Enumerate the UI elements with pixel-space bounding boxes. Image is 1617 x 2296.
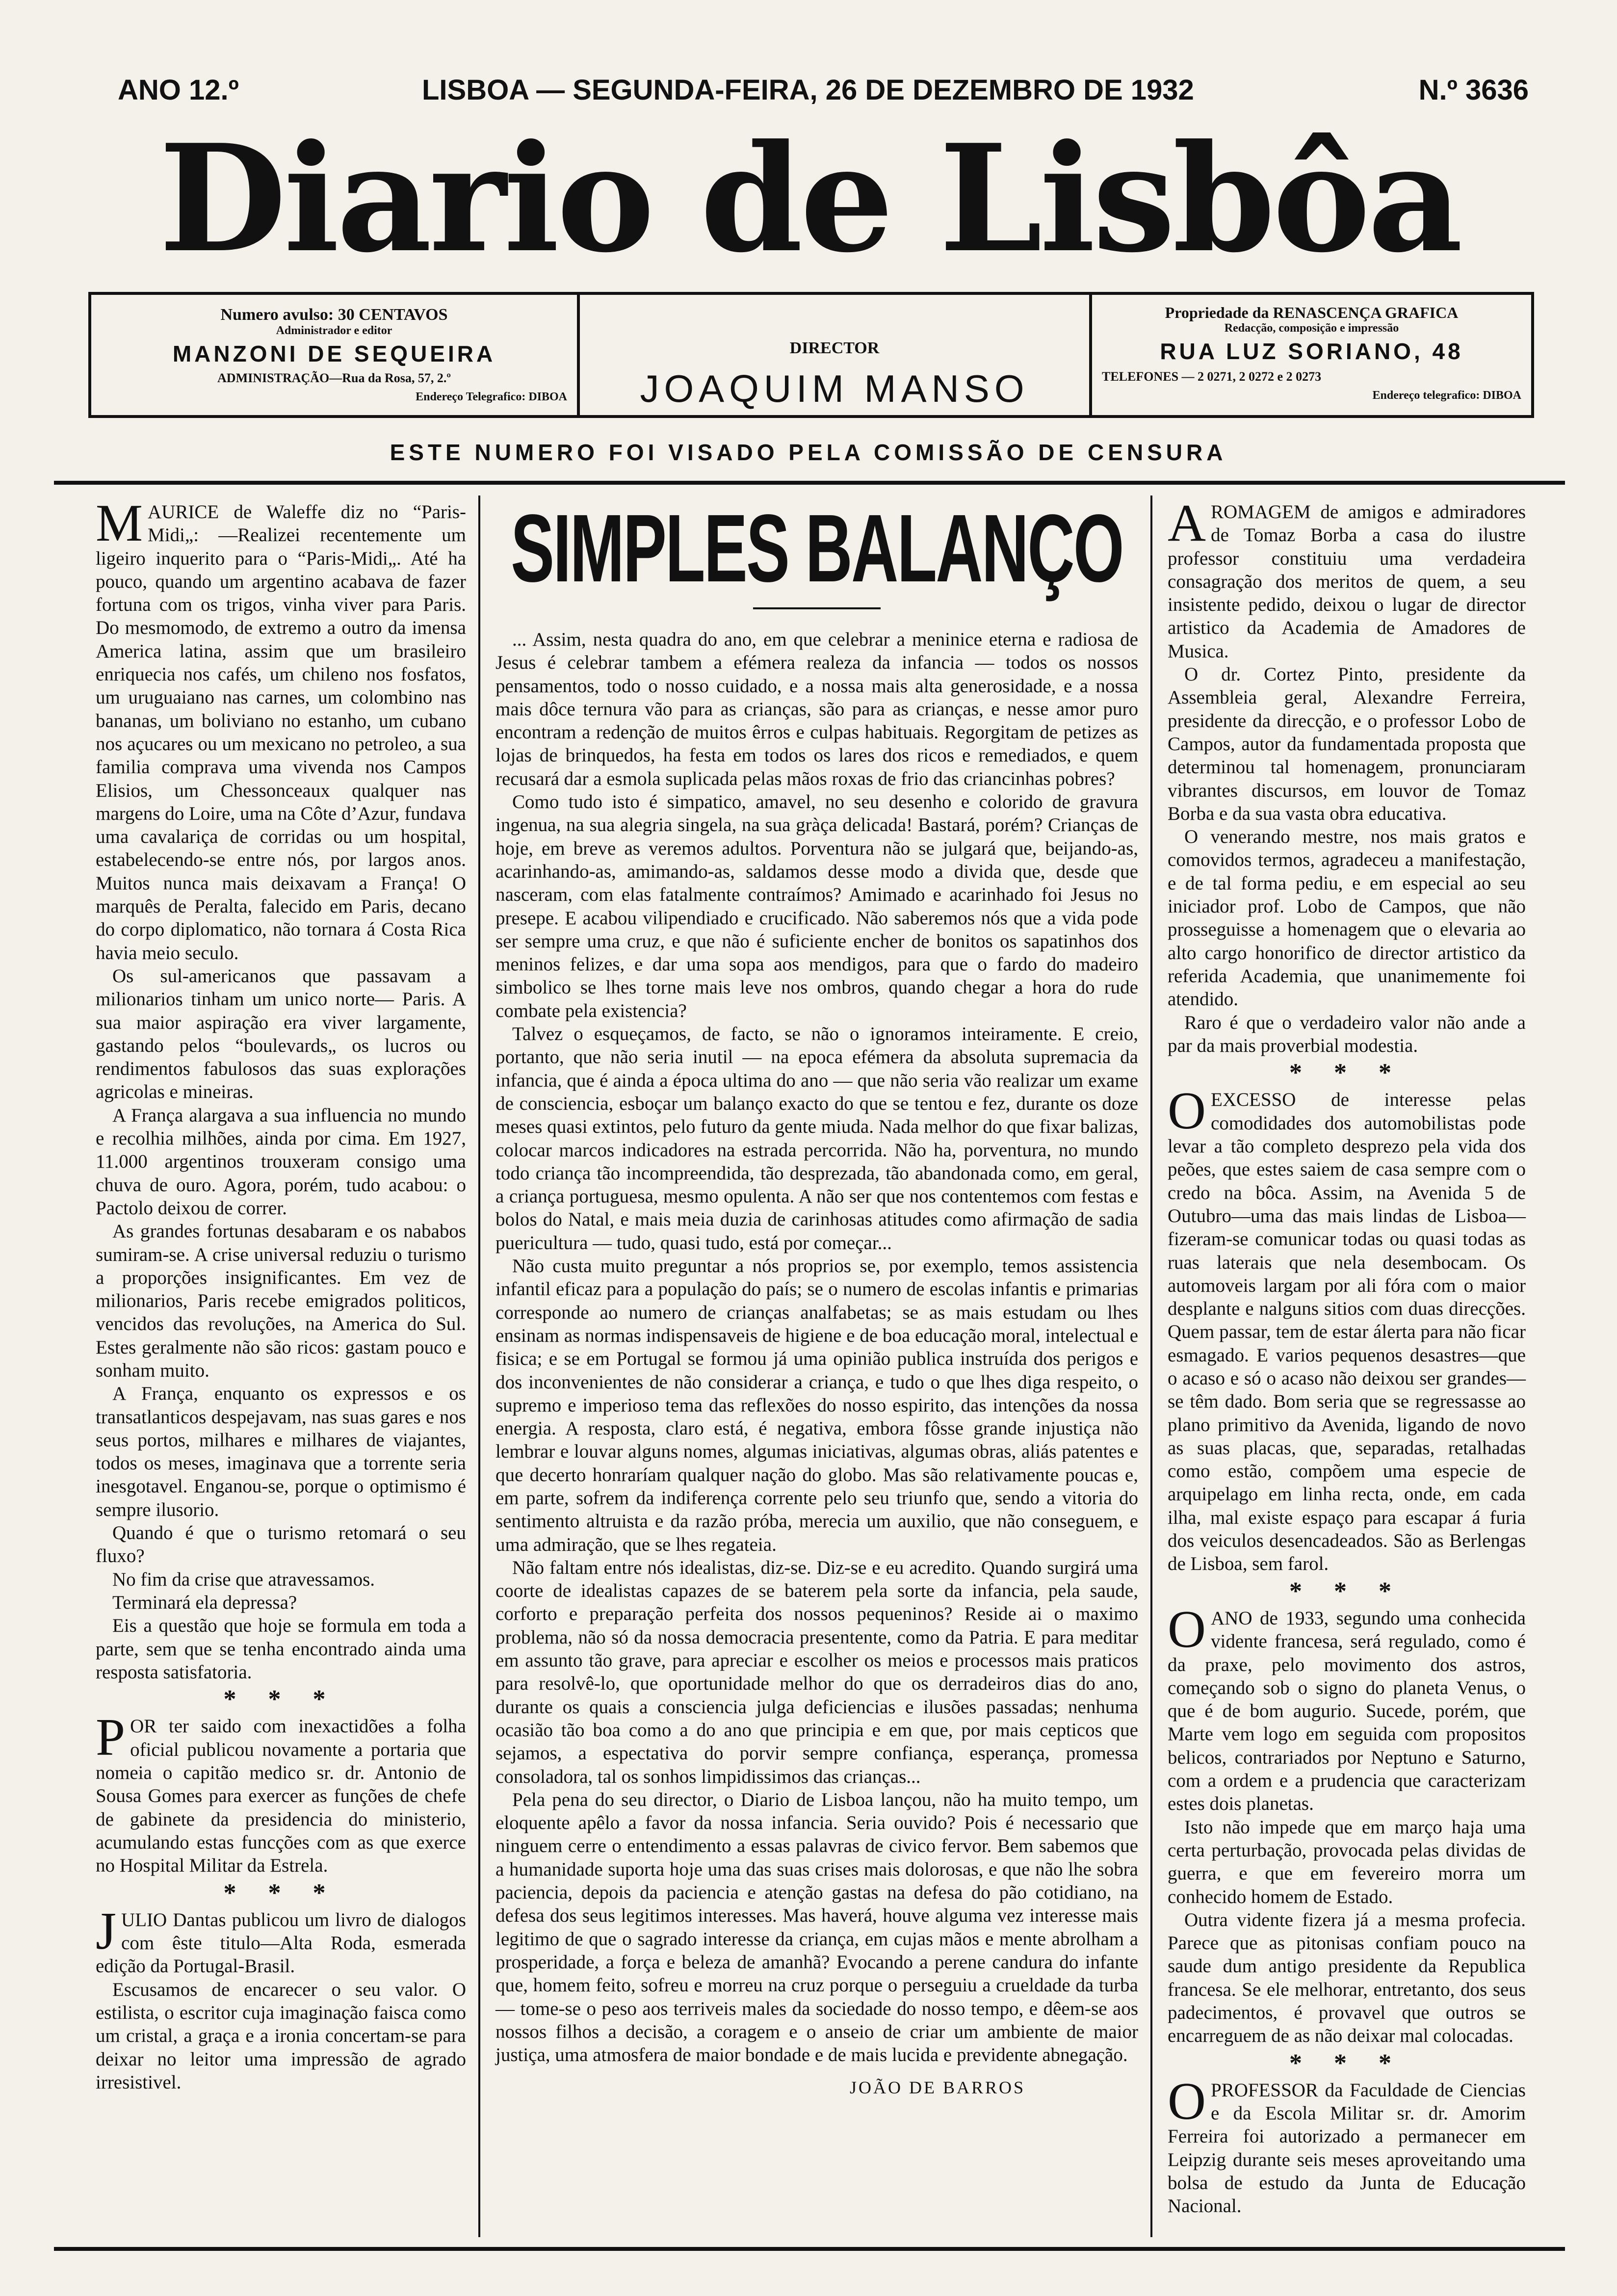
censor-notice: ESTE NUMERO FOI VISADO PELA COMISSÃO DE CENSURA xyxy=(390,440,1227,465)
paragraph: Raro é que o verdadeiro valor não ande a par da mais proverbial modestia. xyxy=(1168,1012,1526,1056)
center-column xyxy=(496,495,1138,2100)
paragraph xyxy=(96,1902,466,1978)
paragraph: O dr. Cortez Pinto, presidente da Assembleia geral, Alexandre Ferreira, presidente da direcção, e o professor Lobo de Campos, autor da fundamentada proposta que determinou tal homenagem, pronunciaram vibrantes discursos, em louvor de Tomaz Borba e da sua vasta obra educativa. xyxy=(1168,664,1526,824)
paragraph: Quando é que o turismo retomará o seu fluxo? xyxy=(96,1522,466,1567)
dropcap: P xyxy=(96,1708,126,1767)
admin-name: MANZONI DE SEQUEIRA xyxy=(172,341,496,366)
paragraph: Talvez o esqueçamos, de facto, se não o ignoramos inteiramente. E creio, portanto, que não seria inutil — na epoca efémera da absoluta supremacia da infancia, que é ainda a época ultima do ano — que não seria vão realizar um exame de consciencia, esboçar um balanço exacto do que se tentou e fez, durante os doze meses quasi extintos, pelo futuro da gente miuda. Nada melhor do que fixar balizas, colocar marcos indicadores na estrada percorrida. Não ha, porventura, no mundo todo criança tão incompreendida, tão desprezada, tão abandonada como, em geral, a criança portuguesa, mesmo opulenta. A não ser que nos contentemos com festas e bolos do Natal, e mais meia duzia de carinhosas atitudes como afirmação de sadia puericultura — tudo, quasi tudo, está por começar... xyxy=(496,1023,1138,1253)
paragraph xyxy=(1168,2072,1526,2218)
section-stars: * * * xyxy=(223,1685,339,1714)
paragraph-text: AURICE de Waleffe diz no “Paris-Midi„: —Realizei recentemente um ligeiro inquerito para o “Paris-Midi„. Até ha pouco, quando um argentino acabava de fazer fortuna com os trigos, vinha viver para Paris. Do mesmomodo, de extremo a outro da imensa America latina, assim que um brasileiro enriquecia nos cafés, um chileno nos fosfatos, um uruguaiano nas carnes, um colombino nas bananas, um boliviano no estanho, um cubano nos açucares ou um mexicano no petroleo, a sua familia comprava uma vivenda nos Campos Elisios, um Chessonceaux qualquer nas margens do Loire, uma na Côte d’Azur, fundava uma cavalariça de corridas ou um hospital, estabelecendo-se entre nós, por largos anos. Muitos nunca mais deixavam a França! O marquês de Peralta, falecido em Paris, decano do corpo diplomatico, não tornara á Costa Rica havia meio seculo. xyxy=(96,501,466,964)
headline: SIMPLES BALANÇO xyxy=(511,495,1123,602)
paragraph-text: ROMAGEM de amigos e admiradores de Tomaz Borba a casa do ilustre professor constituiu uma verdadeira consagração dos meritos de quem, a seu insistente pedido, deixou o lugar de director artistico da Academia de Amadores de Musica. xyxy=(1168,501,1526,662)
dropcap: A xyxy=(1168,494,1206,552)
paragraph: Terminará ela depressa? xyxy=(112,1592,297,1613)
masthead-title: Diario de Lisbôa xyxy=(158,112,1461,285)
price: Numero avulso: 30 CENTAVOS xyxy=(220,306,448,324)
paragraph-text: EXCESSO de interesse pelas comodidades dos automobilistas pode levar a tão completo desprezo pela vida dos peões, que estes saiem de casa sempre com o credo na bôca. Assim, na Avenida 5 de Outubro—uma das mais lindas de Lisboa—fizeram-se comunicar todas ou quasi todas as ruas laterais que nela desembocam. Os automoveis largam por ali fóra com o maior desplante e nalguns sitios com duas direcções. Quem passar, tem de estar álerta para não ficar esmagado. E varios pequenos desastres—que o acaso e só o acaso não deixou ser grandes—se têm dado. Bom seria que se regressasse ao plano primitivo da Avenida, ligando de novo as suas placas, que, separadas, retalhadas como estão, compõem uma especie de arquipelago em linha recta, onde, em cada ilha, mal existe espaço para escapar á furia dos veiculos desencadeados. São as Berlengas de Lisboa, sem farol. xyxy=(1168,1089,1526,1575)
band-right xyxy=(1092,295,1531,415)
headline-rule xyxy=(753,607,881,609)
band-left xyxy=(91,295,577,415)
paragraph xyxy=(96,1708,466,1877)
owner: Propriedade da RENASCENÇA GRAFICA xyxy=(1165,304,1459,321)
bottom-rule xyxy=(54,2247,1565,2251)
phones: TELEFONES — 2 0271, 2 0272 e 2 0273 xyxy=(1102,369,1322,384)
dropcap: O xyxy=(1168,2072,1206,2131)
year-number: ANO 12.º xyxy=(118,74,239,106)
dropcap: M xyxy=(96,494,143,552)
paragraph: A França alargava a sua influencia no mundo e recolhia milhões, ainda por cima. Em 1927, 11.000 argentinos trouxeram consigo uma chuva de ouro. Agora, porém, tudo acabou: o Pactolo deixou de correr. xyxy=(96,1104,466,1219)
paragraph: Eis a questão que hoje se formula em toda a parte, sem que se tenha encontrado ainda uma resposta satisfatoria. xyxy=(96,1615,466,1683)
paragraph: Outra vidente fizera já a mesma profecia. Parece que as pitonisas confiam pouco na saude dum antigo presidente da Republica francesa. Se ele melhorar, entretanto, dos seus padecimentos, é provavel que outros se encarreguem de as não deixar mal colocadas. xyxy=(1168,1909,1526,2047)
paragraph: No fim da crise que atravessamos. xyxy=(112,1568,375,1590)
paragraph-text: PROFESSOR da Faculdade de Ciencias e da Escola Militar sr. dr. Amorim Ferreira foi autorizado a permanecer em Leipzig durante seis meses aproveitando uma bolsa de estudo da Junta de Educação Nacional. xyxy=(1168,2079,1526,2217)
band-director xyxy=(577,295,1092,415)
section-stars: * * * xyxy=(223,1879,339,1907)
issue-number: N.º 3636 xyxy=(1418,74,1529,106)
section-stars: * * * xyxy=(1289,1577,1404,1605)
right-column xyxy=(1168,494,1526,2218)
paragraph: Pela pena do seu director, o Diario de Lisboa lançou, não ha muito tempo, um eloquente apêlo a favor da nossa infancia. Seria ouvido? Pois é necessario que ninguem cerre o entendimento a essas palavras de civico fervor. Bem sabemos que a humanidade suporta hoje uma das suas crises mais dolorosas, e que não lhe sobra paciencia, depois da paciencia e atenção gastas na defesa do pão cotidiano, na defesa dos seus legitimos interesses. Mas haverá, houve alguma vez interesse mais legitimo de que o sagrado interesse da criança, em cujas mãos e mente abrolham a prosperidade, a força e beleza de amanhã? Evocando a perene candura do infante que, homem feito, sofreu e morreu na cruz porque o perseguiu a crueldade da turba — tome-se o peso aos terriveis males da sociedade do nosso tempo, e dêem-se aos nossos filhos a decisão, a coragem e o anseio de criar um ambiente de maior justiça, uma atmosfera de maior bondade e de mais lucida e previdente abnegação. xyxy=(496,1789,1138,2066)
director-label: DIRECTOR xyxy=(789,339,880,357)
services: Redacção, composição e impressão xyxy=(1224,322,1399,335)
paragraph xyxy=(96,494,466,965)
street: RUA LUZ SORIANO, 48 xyxy=(1160,339,1463,364)
director-name: JOAQUIM MANSO xyxy=(640,367,1029,410)
paragraph-text: ULIO Dantas publicou um livro de dialogos com êste titulo—Alta Roda, esmerada edição da Portugal-Brasil. xyxy=(96,1909,466,1977)
divider-rule xyxy=(54,481,1565,485)
info-band xyxy=(88,292,1534,418)
paragraph: Escusamos de encarecer o seu valor. O estilista, o escritor cuja imaginação faisca como um cristal, a graça e a ironia concertam-se para deixar no leitor uma impressão de agrado irresistivel. xyxy=(96,1979,466,2093)
column-divider xyxy=(478,496,480,2237)
paragraph: Não faltam entre nós idealistas, diz-se. Diz-se e eu acredito. Quando surgirá uma coorte de idealistas capazes de se baterem pela sorte da infancia, pela saude, corforto e preparação perfeita dos nossos pequeninos? Reside ai o maximo problema, não só da nossa democracia presentente, como da Patria. E para meditar em assunto tão grave, para apreciar e escolher os meios e processos mais praticos para resolvê-lo, que oportunidade melhor do que os derradeiros dias do ano, durante os quais a consciencia julga deficiencias e ilusões passadas; nenhuma ocasião tão boa como a do ano que principia e em que, por mais cepticos que sejamos, a espectativa do porvir sempre confiança, esperança, promessa consoladora, tal os sonhos limpidissimos das crianças... xyxy=(496,1557,1138,1787)
admin-telegraph: Endereço Telegrafico: DIBOA xyxy=(416,391,567,403)
section-stars: * * * xyxy=(1289,1059,1404,1087)
dropcap: O xyxy=(1168,1600,1206,1659)
paragraph-text: ANO de 1933, segundo uma conhecida vidente francesa, será regulado, como é da praxe, pelo movimento dos astros, começando sob o signo do planeta Venus, o que é de bom augurio. Sucede, porém, que Marte vem logo em seguida com propositos belicos, contrariados por Neptuno e Saturno, com a ordem e a prudencia que caracterizam estes dois planetas. xyxy=(1168,1607,1526,1815)
signature: JOÃO DE BARROS xyxy=(849,2078,1025,2098)
paragraph: A França, enquanto os expressos e os transatlanticos despejavam, nas suas gares e nos seus portos, milhares e milhares de viajantes, todos os meses, imaginava que a torrente seria inesgotavel. Enganou-se, porque o optimismo é sempre ilusorio. xyxy=(96,1383,466,1520)
paragraph xyxy=(1168,1082,1526,1575)
dropcap: J xyxy=(96,1902,117,1960)
paragraph: Isto não impede que em março haja uma certa perturbação, provocada pelas dividas de guerra, e que em fevereiro morra um conhecido homem de Estado. xyxy=(1168,1816,1526,1907)
left-column xyxy=(96,494,466,2094)
paragraph: ... Assim, nesta quadra do ano, em que celebrar a meninice eterna e radiosa de Jesus é celebrar tambem a efémera realeza da infancia — todos os nossos pensamentos, todo o nosso cuidado, e a nossa mais alta generosidade, e a nossa mais dôce ternura vão para as crianças, são para as crianças, e nesse amor puro encontram a redenção de muitos êrros e culpas habituais. Regorgitam de petizes as lojas de brinquedos, ha festa em todos os lares dos ricos e remediados, e quem recusará dar a esmola suplicada pelas mãos roxas de frio das criancinhas pobres? xyxy=(496,629,1138,789)
paragraph: As grandes fortunas desabaram e os nababos sumiram-se. A crise universal reduziu o turismo a proporções insignificantes. Em vez de milionarios, Paris recebe emigrados politicos, vencidos das revoluções, na America do Sul. Estes geralmente não são ricos: gastam pouco e sonham muito. xyxy=(96,1221,466,1381)
paragraph xyxy=(1168,494,1526,663)
paragraph-text: OR ter saido com inexactidões a folha oficial publicou novamente a portaria que nomeia o capitão medico sr. dr. Antonio de Sousa Gomes para exercer as funções de chefe de gabinete da presidencia do ministerio, acumulando estas funcções com as que exerce no Hospital Militar da Estrela. xyxy=(96,1716,466,1877)
right-telegraph: Endereço telegrafico: DIBOA xyxy=(1372,389,1521,402)
paragraph: Como tudo isto é simpatico, amavel, no seu desenho e colorido de gravura ingenua, na sua alegria singela, na sua gràça delicada! Bastará, porém? Crianças de hoje, em breve as veremos adultos. Porventura não se julgará que, beijando-as, acarinhando-as, amimando-as, saldamos desse modo a divida que, desde que nasceram, com elas fatalmente contraímos? Amimado e acarinhado foi Jesus no presepe. E acabou vilipendiado e crucificado. Não saberemos nós que a vida pode ser sempre uma cruz, e que não é suficiente encher de bonitos os sapatinhos dos meninos felizes, e dar uma sopa aos mendigos, para que o fardo do madeiro simbolico se lhes torne mais leve nos ombros, quando chegar a hora do rude combate pela existencia? xyxy=(496,791,1138,1021)
paragraph: O venerando mestre, nos mais gratos e comovidos termos, agradeceu a manifestação, e de tal forma pediu, e em especial ao seu iniciador prof. Lobo de Campos, que não prosseguisse a homenagem que o elevaria ao alto cargo honorifico de director artistico da referida Academia, que unanimemente foi atendido. xyxy=(1168,826,1526,1010)
admin-label: Administrador e editor xyxy=(276,324,392,337)
dateline: LISBOA — SEGUNDA-FEIRA, 26 DE DEZEMBRO DE 1932 xyxy=(422,74,1194,106)
section-stars: * * * xyxy=(1289,2049,1404,2077)
paragraph: Os sul-americanos que passavam a milionarios tinham um unico norte— Paris. A sua maior aspiração era viver largamente, gastando pelos “boulevards„ os lucros ou rendimentos fabulosos das suas explorações agricolas e mineiras. xyxy=(96,965,466,1103)
paragraph xyxy=(1168,1600,1526,1816)
dropcap: O xyxy=(1168,1082,1206,1141)
admin-address: ADMINISTRAÇÃO—Rua da Rosa, 57, 2.º xyxy=(217,371,451,385)
column-divider xyxy=(1150,496,1152,2237)
paragraph: Não custa muito preguntar a nós proprios se, por exemplo, temos assistencia infantil eficaz para a população do país; se o numero de escolas infantis e primarias corresponde ao numero de crianças analfabetas; se as mais estudam ou lhes ensinam as normas indispensaveis de higiene e de boa educação moral, intelectual e fisica; e se em Portugal se formou já uma opinião publica instruída dos perigos e dos inconvenientes de não considerar a criança, e tudo o que lhes diga respeito, o supremo e imperioso tema das reflexões do nosso espirito, das intenções da nossa energia. A resposta, claro está, é negativa, embora fôsse grande injustiça não lembrar e louvar alguns nomes, algumas iniciativas, algumas obras, aliás patentes e que decerto honraríam qualquer nação do globo. Mas são relativamente poucas e, em parte, sofrem da indiferença corrente pelo seu triunfo que, sendo a vitoria do sentimento altruista e da razão próba, merecia um auxilio, que não conseguem, e uma admiração, que se lhes regateia. xyxy=(496,1255,1138,1555)
